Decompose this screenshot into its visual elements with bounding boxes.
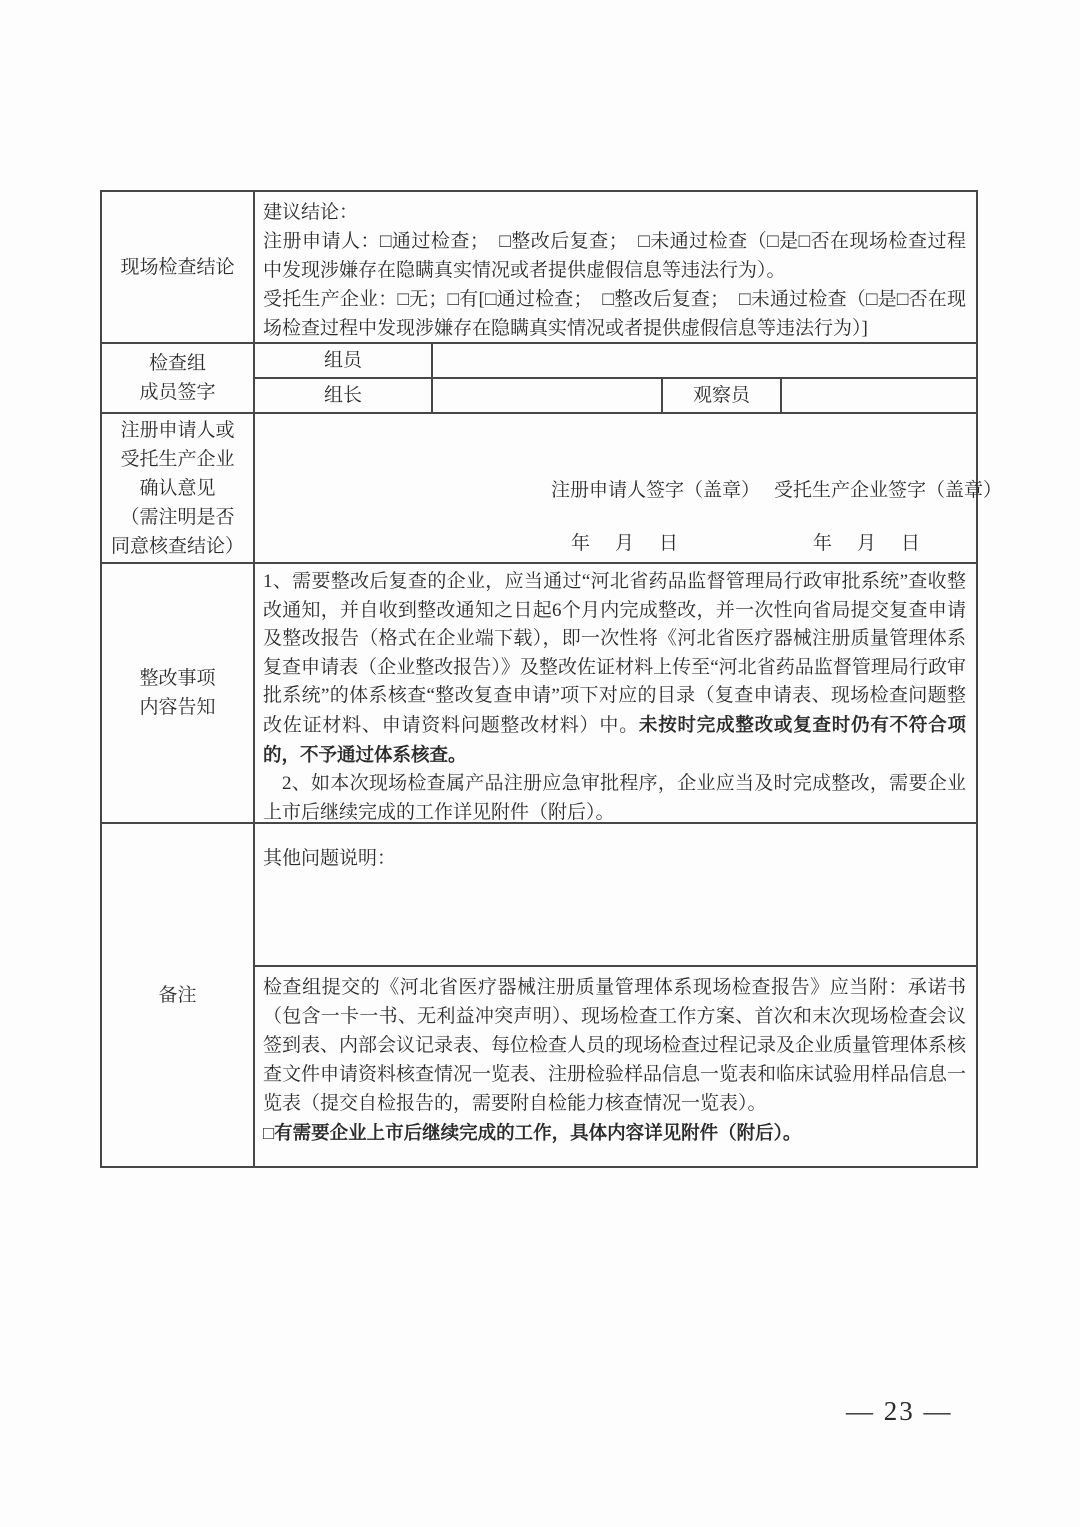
row-header-signatures: 检查组 成员签字 bbox=[139, 353, 216, 403]
leader-label: 组长 bbox=[323, 385, 362, 406]
member-signature-row bbox=[255, 344, 976, 377]
row-remark bbox=[102, 822, 976, 1166]
row-remediation bbox=[102, 562, 976, 822]
remediation-content-cell: 1、需要整改后复查的企业，应当通过“河北省药品监督管理局行政审批系统”查收整改通知，并自收到整改通知之日起6个月内完成整改，并一次性向省局提交复查申请及整改报告（格式在企业端下载），即一次性将《河北省医疗器械注册质量管理体系复查申请表（企业整改报告）》及整改佐证材料上传至“河北省药品监督管理局行政审批系统”的体系核查“整改复查申请”项下对应的目录（复查申请表、现场检查问题整改佐证材料、申请资料问题整改材料）中。未按时完成整改或复查时仍有不符合项的，不予通过体系核查。 2、如本次现场检查属产品注册应急审批程序，企业应当及时完成整改，需要企业上市后继续完成的工作详见附件（附后）。 bbox=[253, 564, 976, 822]
member-signature-field[interactable] bbox=[431, 344, 976, 377]
signatures-grid bbox=[253, 344, 976, 412]
remark-stack bbox=[253, 824, 976, 1166]
row-conclusion bbox=[102, 192, 976, 342]
row-header-conclusion: 现场检查结论 bbox=[120, 256, 235, 278]
observer-signature-field[interactable] bbox=[780, 379, 976, 412]
leader-signature-row bbox=[255, 377, 976, 412]
confirmation-content-cell bbox=[253, 414, 1010, 562]
row-signatures bbox=[102, 342, 976, 412]
other-issues-label: 其他问题说明： bbox=[263, 848, 397, 869]
remark-notes-cell: 检查组提交的《河北省医疗器械注册质量管理体系现场检查报告》应当附：承诺书（包含一卡一书、无利益冲突声明）、现场检查工作方案、首次和末次现场检查会议签到表、内部会议记录表、每位检查人员的现场检查过程记录及企业质量管理体系核查文件申请资料核查情况一览表、注册检验样品信息一览表和临床试验用样品信息一览表（提交自检报告的，需要附自检能力核查情况一览表）。 □有需要企业上市后继续完成的工作，具体内容详见附件（附后）。 bbox=[255, 965, 976, 1166]
row-header-confirmation: 注册申请人或 受托生产企业 确认意见 （需注明是否 同意核查结论） bbox=[110, 419, 244, 557]
inspection-report-table bbox=[100, 190, 1003, 1168]
signature-stamp-labels bbox=[551, 476, 1002, 505]
observer-label: 观察员 bbox=[661, 379, 780, 412]
conclusion-content-cell: 建议结论： 注册申请人：□通过检查； □整改后复查； □未通过检查（□是□否在现场检查过程中发现涉嫌存在隐瞒真实情况或者提供虚假信息等违法行为）。 受托生产企业：□无；□有[□通过检查； □整改后复查； □未通过检查（□是□否在现场检查过程中发现涉嫌存在隐瞒真实情况或者提供虚假信息等违法行为）] bbox=[253, 192, 976, 342]
leader-signature-field[interactable] bbox=[431, 379, 661, 412]
row-confirmation bbox=[102, 412, 1003, 562]
entrusted-signature-label: 受托生产企业签字（盖章） bbox=[774, 480, 1003, 501]
member-label: 组员 bbox=[323, 350, 362, 371]
applicant-signature-label: 注册申请人签字（盖章） bbox=[551, 480, 761, 501]
page-number: — 23 — bbox=[846, 1396, 953, 1426]
row-header-remark: 备注 bbox=[158, 984, 197, 1006]
applicant-date-blank: 年 月 日 bbox=[571, 533, 682, 554]
signature-date-row bbox=[263, 529, 1002, 558]
other-issues-field[interactable] bbox=[255, 824, 976, 965]
row-header-remediation: 整改事项 内容告知 bbox=[139, 668, 216, 718]
entrusted-date-blank: 年 月 日 bbox=[813, 533, 924, 554]
